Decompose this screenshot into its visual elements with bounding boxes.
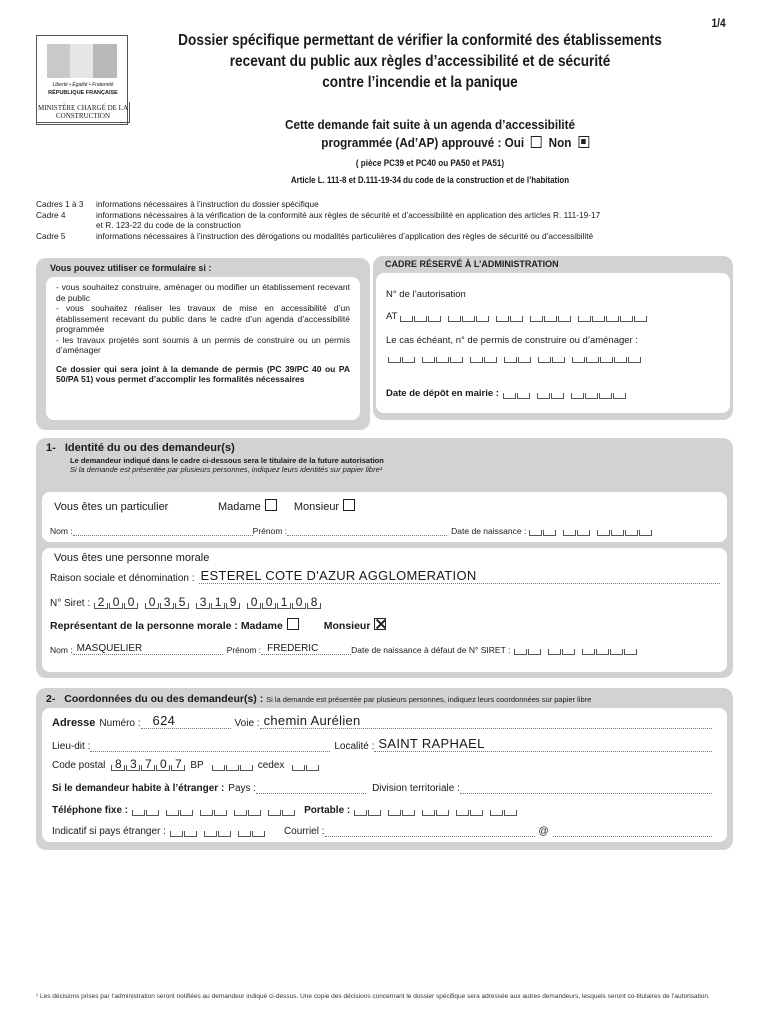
adresse-label: Adresse [52,717,96,729]
ministry-label: MINISTÈRE CHARGÉ DE LA CONSTRUCTION [36,102,130,123]
indicatif-label: Indicatif si pays étranger : [52,826,166,837]
morale-box [42,548,727,672]
marianne-logo-icon [47,44,117,78]
morale-label: Vous êtes une personne morale [54,552,210,564]
representant-prenom-field[interactable]: FREDERIC [261,644,351,655]
agenda-line-2: programmée (Ad’AP) approuvé : Oui [321,135,525,150]
particulier-box [42,492,727,542]
numero-field[interactable]: 624 [141,713,231,729]
deposit-date-field[interactable] [503,393,627,399]
logo-motto: Liberté • Égalité • Fraternité [52,82,114,88]
etranger-label: Si le demandeur habite à l’étranger : [52,783,225,794]
nom-label: Nom : [50,645,73,655]
cadre-key: Cadres 1 à 3 [36,199,84,209]
permit-number-field[interactable] [388,357,642,363]
non-checkbox[interactable] [578,136,589,148]
section-number: 2- [46,693,56,705]
raison-sociale-field[interactable]: ESTEREL COTE D'AZUR AGGLOMERATION [199,568,720,584]
agenda-line-1: Cette demande fait suite à un agenda d’accessibilité [285,117,575,132]
admin-header: CADRE RÉSERVÉ À L’ADMINISTRATION [385,259,559,269]
voie-field[interactable]: chemin Aurélien [260,713,712,729]
courriel-user-field[interactable] [325,829,535,837]
usage-panel [36,258,370,430]
division-label: Division territoriale : [372,783,460,794]
representant-nom-field[interactable]: MASQUELIER [73,644,223,655]
siret-label: N° Siret : [50,598,91,609]
section-1-panel [36,438,733,678]
madame-label: Madame [240,620,283,632]
courriel-label: Courriel : [283,826,325,837]
title-line-1: Dossier spécifique permettant de vérifier la conformité des établissements [178,32,662,49]
cedex-label: cedex [257,760,285,771]
indicatif-field[interactable] [170,831,266,837]
particulier-prenom-field[interactable] [287,528,447,536]
division-field[interactable] [460,786,712,794]
monsieur-label: Monsieur [293,501,340,513]
localite-field[interactable]: SAINT RAPHAEL [374,736,712,752]
admin-content [376,273,730,413]
permit-label: Le cas échéant, n° de permis de construire ou d’aménager : [386,335,639,346]
portable-field[interactable] [354,810,518,816]
cadre-text: informations nécessaires à la vérification de la conformité aux règles de sécurité et d’accessibilité en application des articles R. 111-19-17 [96,209,601,220]
bp-field[interactable] [212,765,254,771]
lieu-dit-field[interactable] [90,744,330,752]
usage-item: - vous souhaitez réaliser les travaux de mise en accessibilité d’un établissement recevant du public dans le cadre d’un agenda d’accessibilité programmée [56,303,350,334]
representant-label: Représentant de la personne morale : [50,620,238,632]
cadre-key: Cadre 4 [36,209,66,220]
cadre-key [36,220,96,231]
representant-monsieur-checkbox[interactable] [374,618,386,630]
representant-madame-checkbox[interactable] [287,618,299,630]
particulier-naissance-field[interactable] [529,530,653,536]
usage-item: - vous souhaitez construire, aménager ou modifier un établissement recevant de public [56,282,350,303]
pieces-reference: ( pièce PC39 et PC40 ou PA50 et PA51) [355,158,505,168]
cadre-text: et R. 123-22 du code de la construction [96,220,241,230]
voie-label: Voie : [234,718,260,729]
madame-label: Madame [218,501,261,513]
deposit-date-label: Date de dépôt en mairie : [386,388,499,399]
coordonnees-box [42,708,727,842]
siret-field[interactable]: 2 0 0 0 3 5 3 1 9 0 0 1 0 8 [94,603,322,609]
section-number: 1- [46,442,56,454]
title-line-2: recevant du public aux règles d’accessibilité et de sécurité [229,53,611,70]
code-postal-label: Code postal [52,760,106,771]
pays-field[interactable] [256,786,366,794]
nom-label: Nom : [50,526,73,536]
particulier-nom-field[interactable] [73,528,253,536]
monsieur-label: Monsieur [323,620,371,632]
at-label: AT [386,311,398,322]
usage-note: Ce dossier qui sera joint à la demande de permis (PC 39/PC 40 ou PA 50/PA 51) vous permet d’accomplir les formalités nécessaires [56,363,350,384]
usage-content [46,277,360,420]
cadre-key: Cadre 5 [36,230,66,241]
cadre-text: informations nécessaires à l’instruction du dossier spécifique [96,199,319,209]
naissance-siret-label: Date de naissance à défaut de N° SIRET : [351,645,511,655]
bp-label: BP [190,760,204,771]
pays-label: Pays : [228,783,257,794]
cadre-text: informations nécessaires à l’instruction des dérogations ou modalités particulières d’application des règles de sécurité ou d’accessibilité [96,230,594,241]
agenda-question [241,116,619,152]
naissance-label: Date de naissance : [451,526,527,536]
page-number: 1/4 [711,16,726,30]
oui-checkbox[interactable] [531,136,542,148]
section-2-panel [36,688,733,850]
prenom-label: Prénom : [252,526,288,536]
raison-label: Raison sociale et dénomination : [50,573,195,584]
article-reference: Article L. 111-8 et D.111-19-34 du code de la construction et de l’habitation [290,175,570,185]
section-2-title: Coordonnées du ou des demandeur(s) : [64,693,264,705]
section-2-note: Si la demande est présentée par plusieurs personnes, indiquez leurs coordonnées sur papier libre [266,695,592,704]
usage-header: Vous pouvez utiliser ce formulaire si : [50,263,212,273]
at-number-field[interactable] [400,316,648,322]
auth-number-label: N° de l’autorisation [386,289,466,300]
representant-naissance-field[interactable] [514,649,638,655]
non-label: Non [548,135,572,150]
localite-label: Localité : [334,741,375,752]
prenom-label: Prénom : [226,645,262,655]
section-1-note: Si la demande est présentée par plusieurs personnes, indiquez leurs identités sur papier libre¹ [70,465,383,474]
page-title [174,30,667,93]
logo-republic: RÉPUBLIQUE FRANÇAISE [48,90,118,96]
title-line-3: contre l’incendie et la panique [322,74,518,91]
code-postal-field[interactable]: 8 3 7 0 7 [111,765,186,771]
portable-label: Portable : [304,805,351,816]
telephone-field[interactable] [132,810,296,816]
cedex-field[interactable] [292,765,320,771]
cadres-legend [36,199,736,241]
usage-item: - les travaux projetés sont soumis à un permis de construire ou un permis d’aménager [56,334,350,355]
courriel-domain-field[interactable] [553,829,712,837]
footnote: ¹ Les décisions prises par l’administration seront notifiées au demandeur indiqué ci-dessus. Une copie des décisions concernant le dossier spécifique sera adressée aux autres demandeurs, lesquels seront co-titulaires de l’autorisation. [36,993,710,1000]
particulier-monsieur-checkbox[interactable] [343,499,355,511]
telephone-label: Téléphone fixe : [52,805,129,816]
admin-panel [373,256,733,420]
particulier-madame-checkbox[interactable] [265,499,277,511]
section-1-subtitle: Le demandeur indiqué dans le cadre ci-dessous sera le titulaire de la future autorisation [70,456,384,465]
section-1-title: Identité du ou des demandeur(s) [64,442,235,454]
particulier-label: Vous êtes un particulier [54,501,169,513]
lieu-dit-label: Lieu-dit : [52,741,91,752]
at-sign: @ [538,826,549,837]
numero-label: Numéro : [99,718,141,729]
